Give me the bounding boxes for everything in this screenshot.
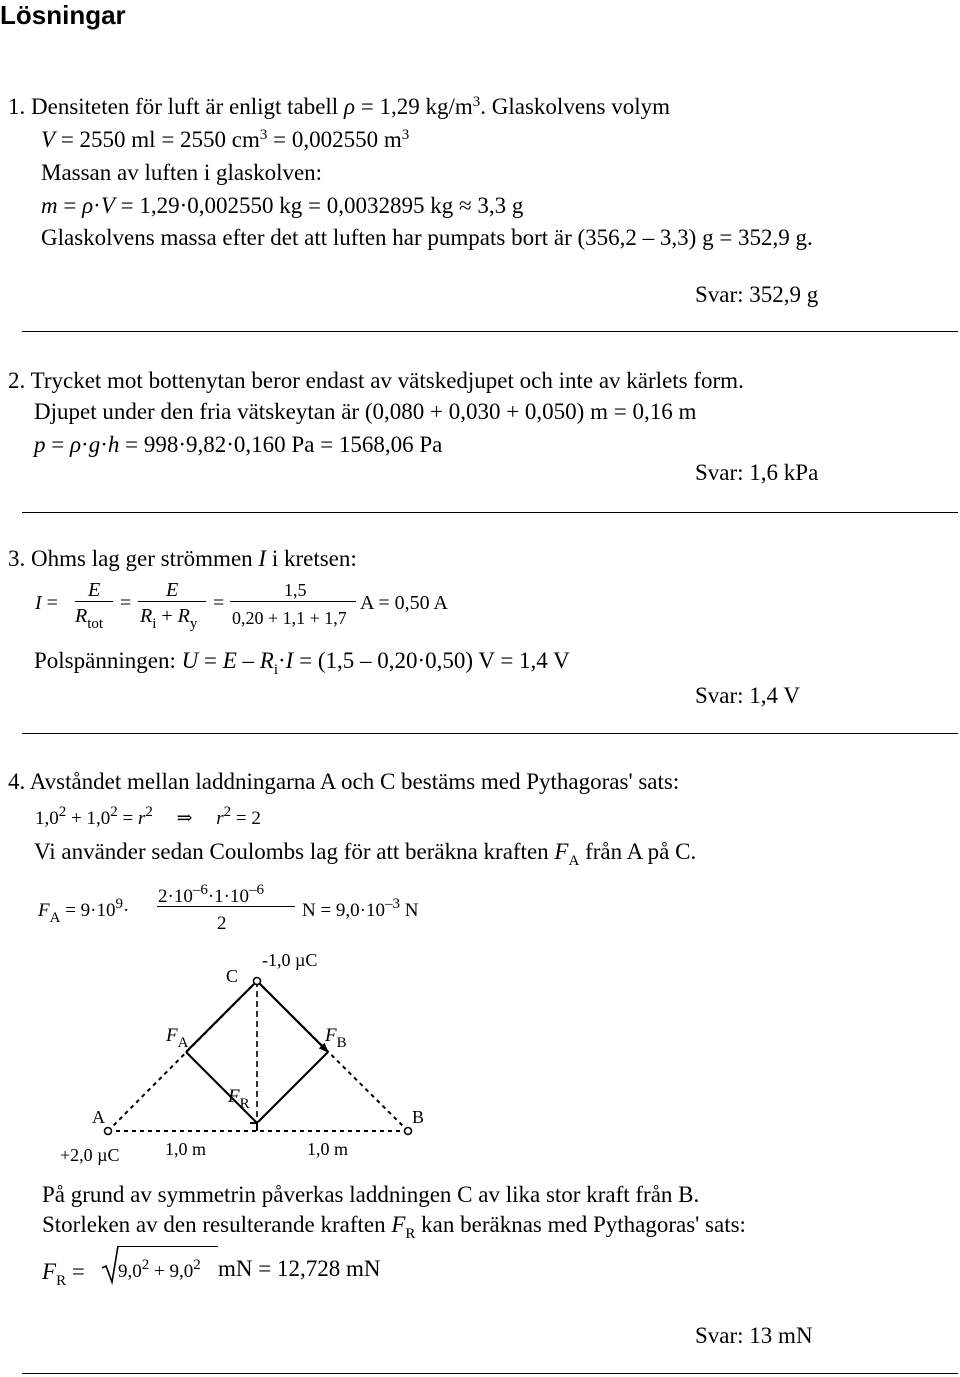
p2-answer: Svar: 1,6 kPa: [695, 460, 819, 485]
label-b: B: [412, 1107, 425, 1127]
p2-line-3: p = ρ·g·h = 998·9,82·0,160 Pa = 1568,06 Pa: [34, 432, 443, 457]
sqrt-bar: [118, 1246, 218, 1247]
p1-line-1: 1. Densiteten för luft är enligt tabell ρ = 1,29 $kg/m^3$. Glaskolvens volym: [8, 94, 671, 119]
ohm-den-ri-ry: $R_i + R_y$: [140, 605, 198, 632]
coulomb-lhs: $F_A = 9\cdot 10^9\cdot$: [38, 896, 130, 926]
resultant-lhs: $F_R$ =: [42, 1259, 85, 1289]
right-angle-marker: [250, 1123, 257, 1131]
resultant-radicand: $9,0^2 + 9,0^2$: [118, 1257, 201, 1282]
label-a: A: [92, 1107, 105, 1127]
p3-answer: Svar: 1,4 V: [695, 683, 800, 708]
ohm-eq-3: =: [213, 592, 225, 614]
label-fb: $F_B$: [325, 1025, 347, 1051]
p1-answer: Svar: 352,9 g: [695, 282, 819, 307]
p1-line-2: V = 2550 ml = 2550 $cm^3 = 0,002550$ $m^3$: [41, 127, 410, 152]
p4-line-3: Vi använder sedan Coulombs lag för att beräkna kraften $F_A$ från A på C.: [34, 839, 697, 869]
divider: [22, 1373, 958, 1374]
p4-line-7: Storleken av den resulterande kraften $F_R$ kan beräknas med Pythagoras' sats:: [42, 1212, 746, 1242]
p4-line-6: På grund av symmetrin påverkas laddningen C av lika stor kraft från B.: [42, 1182, 700, 1207]
p2-line-1: 2. Trycket mot bottenytan beror endast av vätskedjupet och inte av kärlets form.: [8, 368, 744, 393]
distance-ac: 1,0 m: [165, 1139, 207, 1159]
sqrt-sign: [100, 1244, 120, 1286]
ohm-eq-2: =: [120, 592, 132, 614]
ohm-i: I =: [35, 592, 58, 614]
ohm-result: A = 0,50 A: [360, 592, 448, 614]
charge-b-dot: [405, 1128, 412, 1135]
charge-c-value: -1,0 µC: [262, 950, 318, 970]
coulomb-numerator: $2\cdot 10^{-6}\cdot 1\cdot 10^{-6}$: [158, 882, 264, 907]
force-arrow-fa: [186, 981, 257, 1052]
p1-line-4: m = ρ·V = 1,29·0,002550 kg = 0,0032895 kg ≈ 3,3 g: [41, 193, 524, 218]
label-fr: $F_R$: [228, 1086, 250, 1112]
charge-a-dot: [105, 1128, 112, 1135]
p1-line-3: Massan av luften i glaskolven:: [41, 160, 323, 185]
ohm-num-value: 1,5: [284, 580, 307, 600]
force-arrow-fb-parallel: [258, 1052, 328, 1122]
p2-line-2: Djupet under den fria vätskeytan är (0,080 + 0,030 + 0,050) m = 0,16 m: [34, 399, 697, 424]
label-fa: $F_A$: [166, 1025, 189, 1051]
resultant-value: mN = 12,728 mN: [218, 1256, 381, 1281]
page-title: Lösningar: [0, 0, 126, 30]
p1-line-5: Glaskolvens massa efter det att luften har pumpats bort är (356,2 – 3,3) g = 352,9 g.: [41, 225, 813, 250]
label-c: C: [226, 966, 239, 986]
distance-cb: 1,0 m: [307, 1139, 349, 1159]
force-arrow-fb: [257, 981, 328, 1052]
p4-answer: Svar: 13 mN: [695, 1323, 813, 1348]
p3-polspanning: Polspänningen: $U = E - R_i\cdot I = (1,5 - 0,20\cdot 0,50) V = 1,4$ V: [34, 648, 570, 678]
p3-line-1: 3. Ohms lag ger strömmen I i kretsen:: [8, 546, 357, 571]
charge-a-value: +2,0 µC: [60, 1145, 120, 1165]
p4-line-1: 4. Avståndet mellan laddningarna A och C bestäms med Pythagoras' sats:: [8, 769, 680, 794]
ohm-num-e: E: [88, 579, 101, 601]
coulomb-result: $N = 9,0\cdot 10^{-3}$ N: [302, 896, 419, 921]
p4-pythagoras: $1,0^2 + 1,0^2 = r^2$ ⇒ $r^2 = 2$: [35, 804, 261, 829]
charge-c-dot: [254, 978, 261, 985]
coulomb-denominator: 2: [217, 913, 227, 934]
ohm-den-rtot: $R_{tot}$: [75, 605, 104, 632]
ohm-num-e2: E: [166, 579, 179, 601]
ohm-den-value: 0,20 + 1,1 + 1,7: [232, 608, 347, 628]
